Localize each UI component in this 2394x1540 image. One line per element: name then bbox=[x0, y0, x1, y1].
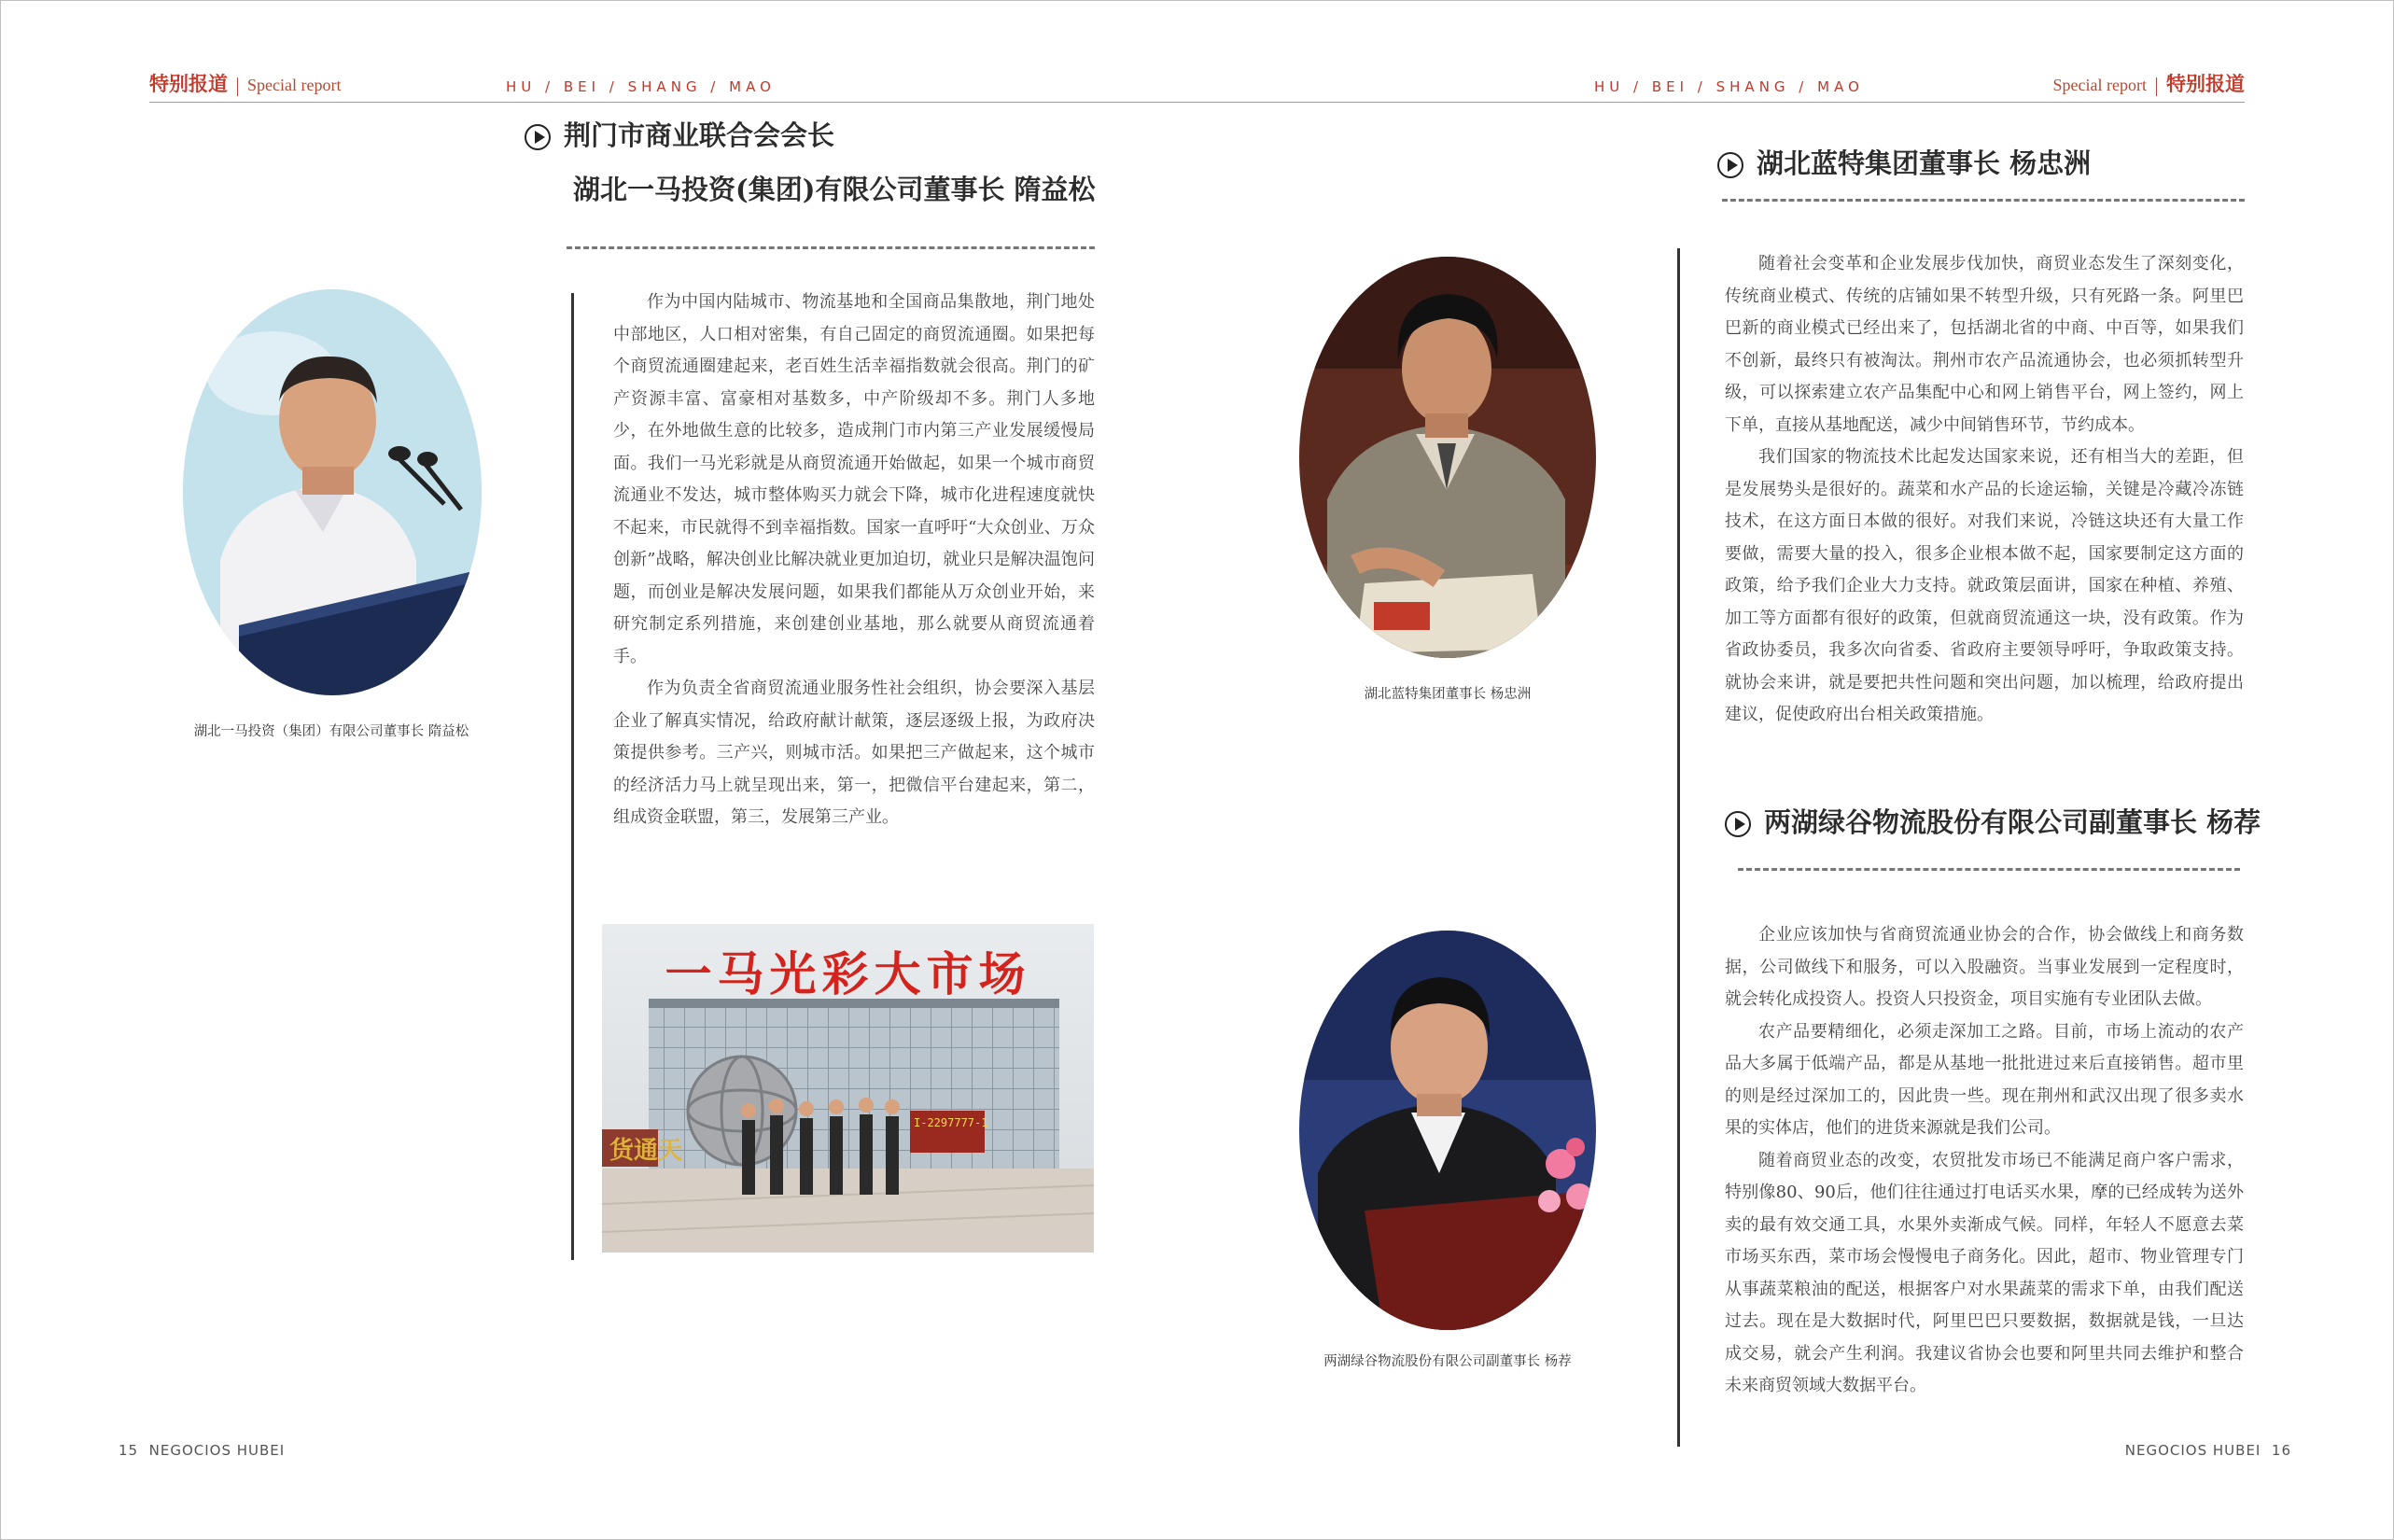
portrait-sui-yisong bbox=[183, 289, 482, 695]
article2-paragraph: 我们国家的物流技术比起发达国家来说，还有相当大的差距，但是发展势头是很好的。蔬菜和水产品的长途运输，关键是冷藏冷冻链技术，在这方面日本做的很好。对我们来说，冷链这块还有大量工作要做，需要大量的投入，很多企业根本做不起，国家要制定这方面的政策，给予我们企业大力支持。就政策层面讲，国家在种植、养殖、加工等方面都有很好的政策，但就商贸流通这一块，没有政策。作为省政协委员，我多次向省委、省政府主要领导呼吁，争取政策支持。就协会来讲，就是要把共性问题和突出问题，加以梳理，给政府提出建议，促使政府出台相关政策措施。 bbox=[1725, 447, 2244, 724]
article2-heading-text: 湖北蓝特集团董事长 杨忠洲 bbox=[1757, 147, 2092, 179]
article1-heading-line2: 湖北一马投资(集团)有限公司董事长 隋益松 bbox=[573, 174, 1096, 205]
right-folio bbox=[2125, 1442, 2291, 1459]
article1-dashed-rule bbox=[567, 246, 1095, 249]
article1-paragraph: 作为中国内陆城市、物流基地和全国商品集散地，荆门地处中部地区，人口相对密集，有自己固定的商贸流通圈。如果把每个商贸流通圈建起来，老百姓生活幸福指数就会很高。荆门的矿产资源丰富、富豪相对基数多，中产阶级却不多。荆门人多地少，在外地做生意的比较多，造成荆门市内第三产业发展缓慢局面。我们一马光彩就是从商贸流通开始做起，如果一个城市商贸流通业不发达，城市整体购买力就会下降，城市化进程速度就快不起来，市民就得不到幸福指数。国家一直呼吁“大众创业、万众创新”战略，解决创业比解决就业更加迫切，就业只是解决温饱问题，而创业是解决发展问题，如果我们都能从万众创业开始，来研究制定系列措施，来创建创业基地，那么就要从商贸流通着手。 bbox=[613, 292, 1095, 666]
magazine-name-right: HU / BEI / SHANG / MAO bbox=[1594, 78, 1864, 95]
market-side-text: 货通天 bbox=[609, 1137, 683, 1165]
article3-heading-text: 两湖绿谷物流股份有限公司副董事长 杨荐 bbox=[1764, 806, 2261, 838]
right-section-label bbox=[2053, 69, 2245, 97]
section-en-right: Special report bbox=[2052, 76, 2147, 94]
article2-body bbox=[1725, 248, 2244, 732]
article3-photo-caption: 两湖绿谷物流股份有限公司副董事长 杨荐 bbox=[1323, 1354, 1572, 1369]
article3-heading bbox=[1725, 795, 2303, 849]
article1-column-rule bbox=[571, 293, 574, 1260]
arrow-bullet-icon bbox=[1725, 811, 1751, 837]
left-section-label bbox=[149, 69, 341, 97]
article1-heading bbox=[525, 108, 1178, 217]
article3-body bbox=[1725, 919, 2244, 1403]
portrait-yang-jian bbox=[1299, 931, 1596, 1330]
left-magazine-name: NEGOCIOS HUBEI bbox=[148, 1442, 286, 1459]
header-rule bbox=[149, 102, 2245, 103]
arrow-bullet-icon bbox=[525, 124, 551, 150]
article1-paragraph: 作为负责全省商贸流通业服务性社会组织，协会要深入基层企业了解真实情况，给政府献计献策，逐层逐级上报，为政府决策提供参考。三产兴，则城市活。如果把三产做起来，这个城市的经济活力马上就呈现出来，第一，把微信平台建起来，第二，组成资金联盟，第三，发展第三产业。 bbox=[613, 679, 1095, 827]
article2-dashed-rule bbox=[1722, 199, 2245, 202]
magazine-name-left: HU / BEI / SHANG / MAO bbox=[506, 78, 776, 95]
section-cn-right: 特别报道 bbox=[2166, 73, 2245, 95]
article3-paragraph: 农产品要精细化，必须走深加工之路。目前，市场上流动的农产品大多属于低端产品，都是从基地一批批进过来后直接销售。超市里的则是经过深加工的，因此贵一些。现在荆州和武汉出现了很多卖水果的实体店，他们的进货来源就是我们公司。 bbox=[1725, 1021, 2244, 1138]
left-folio bbox=[119, 1442, 285, 1459]
section-cn-left: 特别报道 bbox=[149, 73, 228, 95]
left-page-number: 15 bbox=[119, 1442, 139, 1459]
article3-paragraph: 企业应该加快与省商贸流通业协会的合作，协会做线上和商务数据，公司做线下和服务，可以入股融资。当事业发展到一定程度时，就会转化成投资人。投资人只投资金，项目实施有专业团队去做。 bbox=[1725, 925, 2244, 1009]
article1-body bbox=[613, 287, 1095, 834]
arrow-bullet-icon bbox=[1717, 152, 1743, 178]
right-column-rule bbox=[1677, 248, 1680, 1447]
article3-paragraph: 随着商贸业态的改变，农贸批发市场已不能满足商户客户需求，特别像80、90后，他们往往通过打电话买水果，摩的已经成转为送外卖的最有效交通工具，水果外卖渐成气候。同样，年轻人不愿意去菜市场买东西，菜市场会慢慢电子商务化。因此，超市、物业管理专门从事蔬菜粮油的配送，根据客户对水果蔬菜的需求下单，由我们配送过去。现在是大数据时代，阿里巴巴只要数据，数据就是钱，一旦达成交易，就会产生利润。我建议省协会也要和阿里共同去维护和整合未来商贸领域大数据平台。 bbox=[1725, 1150, 2244, 1395]
portrait-yang-zhongzhou bbox=[1299, 257, 1596, 658]
article2-paragraph: 随着社会变革和企业发展步伐加快，商贸业态发生了深刻变化，传统商业模式、传统的店铺如果不转型升级，只有死路一条。阿里巴巴新的商业模式已经出来了，包括湖北省的中商、中百等，如果我们不创新，最终只有被淘汰。荆州市农产品流通协会，也必须抓转型升级，可以探索建立农产品集配中心和网上销售平台，网上签约，网上下单，直接从基地配送，减少中间销售环节，节约成本。 bbox=[1725, 254, 2244, 435]
article2-heading bbox=[1717, 136, 2296, 190]
market-sign-text: 一马光彩大市场 bbox=[665, 947, 1031, 1001]
article1-photo-caption: 湖北一马投资（集团）有限公司董事长 隋益松 bbox=[193, 724, 469, 739]
section-en-left: Special report bbox=[247, 76, 342, 94]
right-page-number: 16 bbox=[2271, 1442, 2291, 1459]
article3-dashed-rule bbox=[1738, 868, 2240, 871]
market-photo bbox=[602, 924, 1094, 1253]
right-magazine-name: NEGOCIOS HUBEI bbox=[2124, 1442, 2261, 1459]
market-ticker-text: I-2297777-1 bbox=[914, 1116, 988, 1129]
article2-photo-caption: 湖北蓝特集团董事长 杨忠洲 bbox=[1364, 687, 1532, 702]
article1-heading-line1: 荆门市商业联合会会长 bbox=[564, 119, 835, 151]
